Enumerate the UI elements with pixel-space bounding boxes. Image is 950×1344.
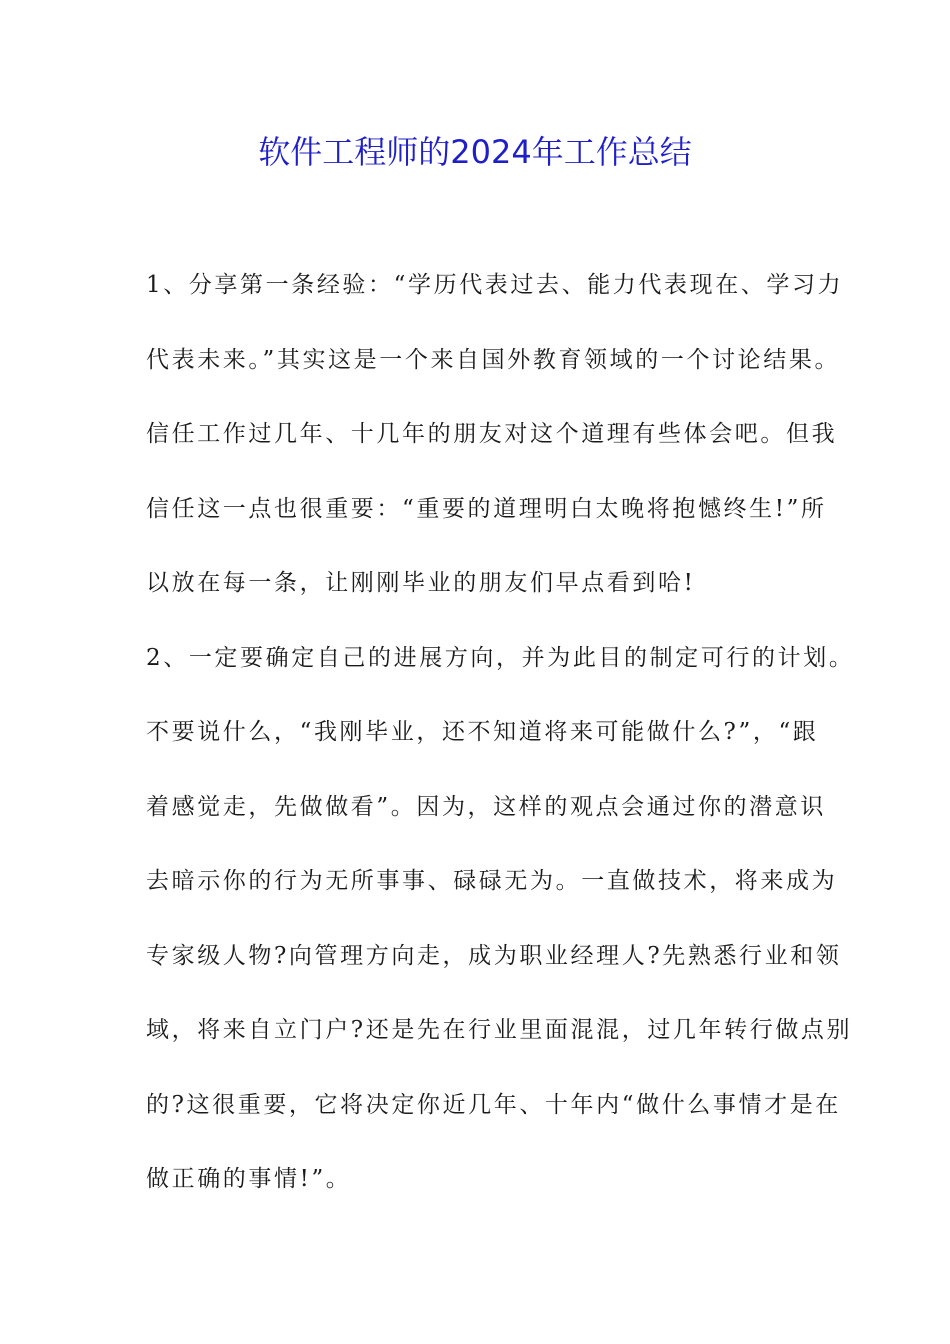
body-line-1: 1、分享第一条经验：“学历代表过去、能力代表现在、学习力 bbox=[146, 272, 844, 298]
body-line-8: 着感觉走，先做做看”。因为，这样的观点会通过你的潜意识 bbox=[146, 793, 826, 820]
body-line-3: 信任工作过几年、十几年的朋友对这个道理有些体会吧。但我 bbox=[146, 421, 838, 447]
body-line-10: 专家级人物?向管理方向走，成为职业经理人?先熟悉行业和领 bbox=[146, 942, 842, 969]
document-body bbox=[146, 262, 855, 1231]
body-line-5: 以放在每一条，让刚刚毕业的朋友们早点看到哈! bbox=[146, 570, 696, 596]
body-line-7: 不要说什么，“我刚毕业，还不知道将来可能做什么?”，“跟 bbox=[146, 719, 819, 745]
body-line-13: 做正确的事情!”。 bbox=[146, 1166, 352, 1192]
body-line-12: 的?这很重要，它将决定你近几年、十年内“做什么事情才是在 bbox=[146, 1091, 841, 1118]
document-title: 软件工程师的2024年工作总结 bbox=[258, 133, 692, 171]
body-line-6: 2、一定要确定自己的进展方向，并为此目的制定可行的计划。 bbox=[146, 644, 855, 671]
body-line-2: 代表未来。”其实这是一个来自国外教育领域的一个讨论结果。 bbox=[146, 346, 841, 373]
body-line-9: 去暗示你的行为无所事事、碌碌无为。一直做技术，将来成为 bbox=[146, 868, 838, 894]
body-line-4: 信任这一点也很重要：“重要的道理明白太晚将抱憾终生!”所 bbox=[146, 495, 827, 522]
body-line-11: 域，将来自立门户?还是先在行业里面混混，过几年转行做点别 bbox=[146, 1017, 853, 1043]
